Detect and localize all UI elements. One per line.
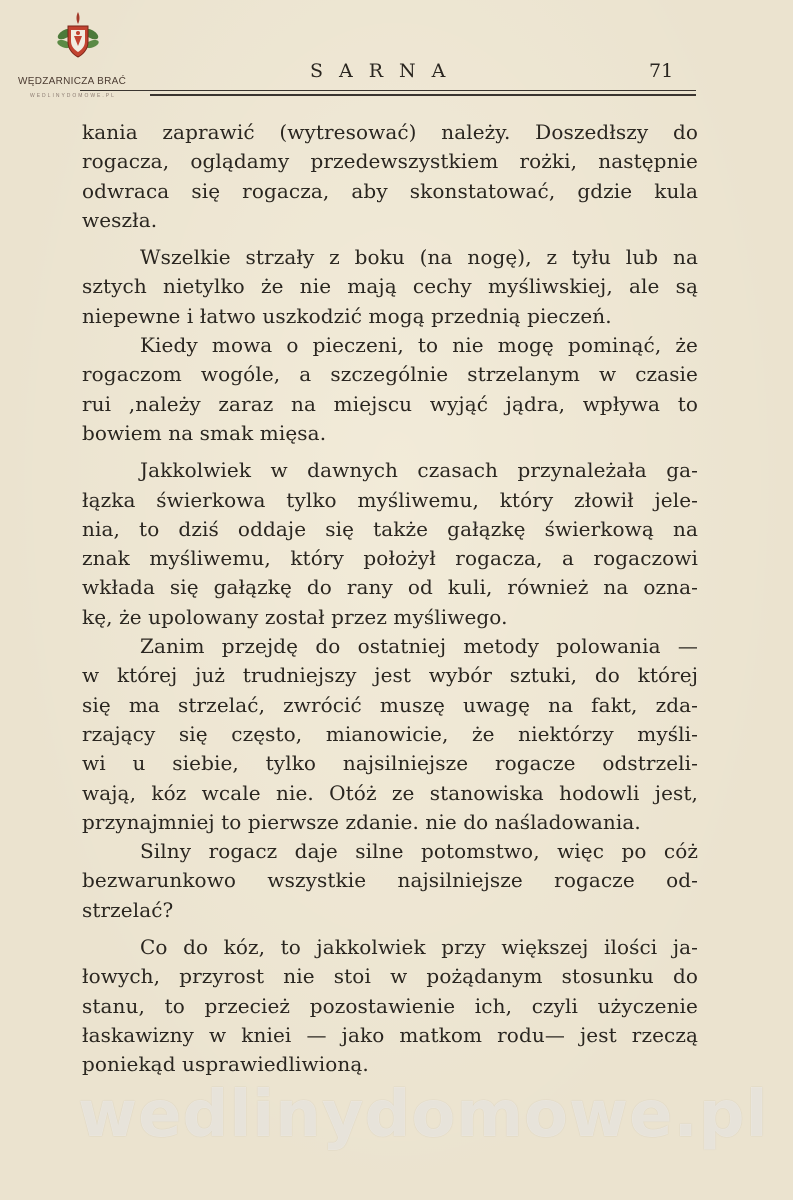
text-line: rogaczom wogóle, a szczególnie strzelanym w czasie bbox=[82, 362, 698, 387]
text-line: nia, to dziś oddaje się także gałązkę świerkową na bbox=[82, 516, 698, 541]
text-line: Kiedy mowa o pieczeni, to nie mogę pominąć, że bbox=[140, 333, 698, 358]
text-line: znak myśliwemu, który położył rogacza, a rogaczowi bbox=[82, 546, 698, 571]
crest-icon bbox=[56, 10, 100, 62]
text-line: Zanim przejdę do ostatniej metody polowania — bbox=[140, 634, 698, 659]
text-line: Silny rogacz daje silne potomstwo, więc po cóż bbox=[140, 839, 698, 864]
text-line: Jakkolwiek w dawnych czasach przynależała ga- bbox=[140, 458, 698, 483]
paragraph-gap bbox=[82, 235, 698, 243]
logo-name: WĘDZARNICZA BRAĆ bbox=[18, 76, 127, 87]
text-line: rzający się często, mianowicie, że niektórzy myśli- bbox=[82, 721, 698, 746]
text-line: bezwarunkowo wszystkie najsilniejsze rogacze od- bbox=[82, 868, 698, 893]
text-line: sztych nietylko że nie mają cechy myśliwskiej, ale są bbox=[82, 274, 698, 299]
text-line: wi u siebie, tylko najsilniejsze rogacze odstrzeli- bbox=[82, 751, 698, 776]
text-line: strzelać? bbox=[82, 897, 174, 922]
text-line: wają, kóz wcale nie. Otóż ze stanowiska hodowli jest, bbox=[82, 780, 698, 805]
text-line: weszła. bbox=[82, 207, 158, 232]
text-line: Co do kóz, to jakkolwiek przy większej ilości ja- bbox=[140, 935, 698, 960]
text-line: odwraca się rogacza, aby skonstatować, gdzie kula bbox=[82, 178, 698, 203]
text-line: poniekąd usprawiedliwioną. bbox=[82, 1052, 369, 1077]
header-rule-thin bbox=[80, 90, 696, 91]
body-text bbox=[82, 118, 698, 1080]
paragraph-gap bbox=[82, 448, 698, 456]
text-line: wkłada się gałązkę do rany od kuli, również na ozna- bbox=[82, 575, 698, 600]
text-line: kania zaprawić (wytresować) należy. Doszedłszy do bbox=[82, 120, 698, 144]
text-line: bowiem na smak mięsa. bbox=[82, 420, 327, 445]
text-line: Wszelkie strzały z boku (na nogę), z tyłu lub na bbox=[140, 245, 698, 270]
text-line: łaskawizny w kniei — jako matkom rodu— jest rzeczą bbox=[82, 1022, 698, 1047]
publisher-logo bbox=[8, 10, 148, 100]
text-line: łązka świerkowa tylko myśliwemu, który złowił jele- bbox=[82, 487, 698, 512]
text-line: stanu, to przecież pozostawienie ich, czyli użyczenie bbox=[82, 993, 698, 1018]
text-line: kę, że upolowany został przez myśliwego. bbox=[82, 604, 508, 629]
text-line: przynajmniej to pierwsze zdanie. nie do naśladowania. bbox=[82, 809, 641, 834]
text-line: rogacza, oglądamy przedewszystkiem rożki, następnie bbox=[82, 149, 698, 174]
watermark: wedlinydomowe.pl bbox=[78, 1078, 769, 1152]
text-line: się ma strzelać, zwrócić muszę uwagę na fakt, zda- bbox=[82, 692, 698, 717]
logo-url: WEDLINYDOMOWE.PL bbox=[30, 93, 116, 99]
running-head: SARNA bbox=[310, 60, 462, 82]
header-rule-thick bbox=[150, 94, 696, 96]
paragraph-gap bbox=[82, 925, 698, 933]
page-number: 71 bbox=[649, 60, 674, 82]
text-line: niepewne i łatwo uszkodzić mogą przednią pieczeń. bbox=[82, 303, 612, 328]
text-line: rui ,należy zaraz na miejscu wyjąć jądra, wpływa to bbox=[82, 391, 698, 416]
text-line: w której już trudniejszy jest wybór sztuki, do której bbox=[82, 663, 698, 688]
text-line: łowych, przyrost nie stoi w pożądanym stosunku do bbox=[82, 964, 698, 989]
